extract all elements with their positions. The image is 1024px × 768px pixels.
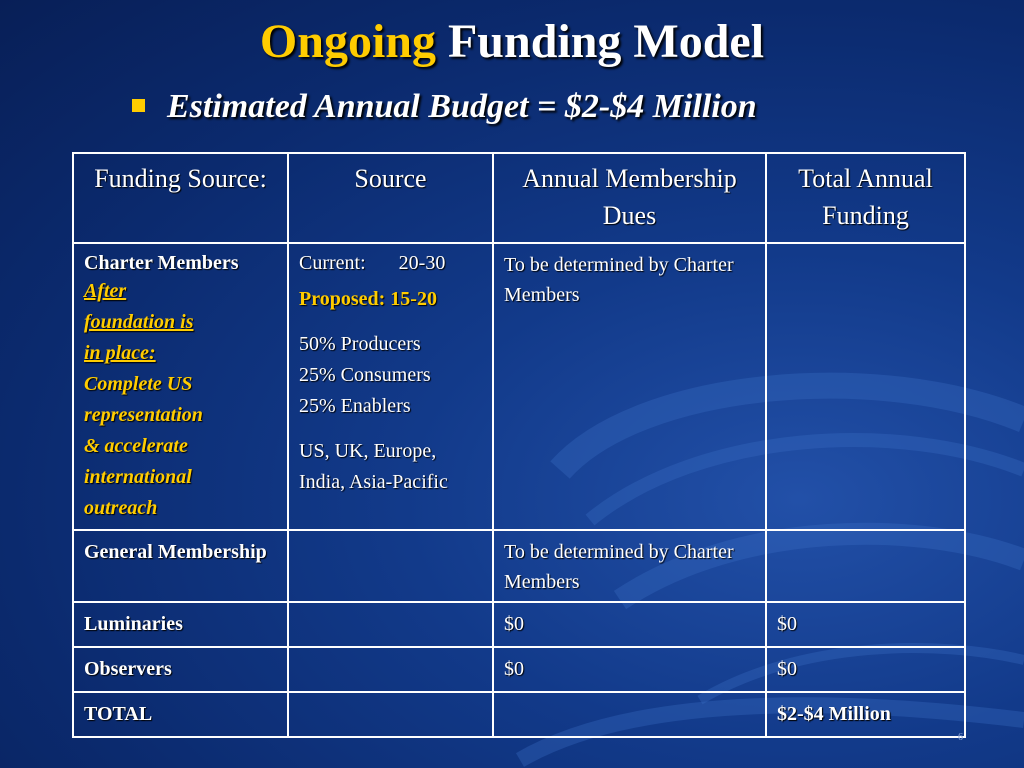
charter-regions-2: India, Asia-Pacific (299, 471, 448, 493)
charter-cell-total (766, 243, 965, 530)
header-annual-dues: Annual Membership Dues (493, 153, 766, 243)
total-dues (493, 692, 766, 737)
charter-after-3: in place: (84, 342, 156, 364)
charter-regions-1: US, UK, Europe, (299, 440, 437, 462)
charter-current-value: 20-30 (398, 252, 446, 274)
observers-dues: $0 (493, 647, 766, 692)
budget-text: Estimated Annual Budget = $2-$4 Million (167, 88, 757, 125)
luminaries-name: Luminaries (73, 602, 288, 647)
charter-mix-3: 25% Enablers (299, 395, 411, 417)
charter-goal-3: & accelerate (84, 435, 188, 457)
total-source (288, 692, 493, 737)
general-source (288, 530, 493, 602)
charter-cell-source (288, 243, 493, 530)
charter-goal-4: international (84, 466, 192, 488)
table-header-row (73, 153, 965, 243)
table-row-luminaries (73, 602, 965, 647)
table-row-observers (73, 647, 965, 692)
funding-table (72, 152, 966, 738)
table-row-general-membership (73, 530, 965, 602)
luminaries-source (288, 602, 493, 647)
general-name: General Membership (73, 530, 288, 602)
general-total (766, 530, 965, 602)
budget-bullet (132, 88, 757, 126)
header-total-funding: Total Annual Funding (766, 153, 965, 243)
header-source: Source (288, 153, 493, 243)
slide-title (0, 14, 1024, 69)
bullet-square-icon (132, 99, 145, 112)
charter-goal-2: representation (84, 404, 203, 426)
observers-source (288, 647, 493, 692)
charter-goal-5: outreach (84, 497, 158, 519)
charter-goal-1: Complete US (84, 373, 193, 395)
luminaries-dues: $0 (493, 602, 766, 647)
observers-name: Observers (73, 647, 288, 692)
charter-after-2: foundation is (84, 311, 194, 333)
charter-name: Charter Members (84, 252, 239, 274)
charter-mix-2: 25% Consumers (299, 364, 431, 386)
title-accent: Ongoing (259, 15, 436, 68)
observers-total: $0 (766, 647, 965, 692)
header-funding-source: Funding Source: (73, 153, 288, 243)
table-row-charter-members (73, 243, 965, 530)
charter-current-label: Current: (299, 252, 366, 274)
general-dues: To be determined by Charter Members (493, 530, 766, 602)
luminaries-total: $0 (766, 602, 965, 647)
total-name: TOTAL (73, 692, 288, 737)
table-row-total (73, 692, 965, 737)
charter-cell-dues: To be determined by Charter Members (493, 243, 766, 530)
title-rest: Funding Model (435, 15, 765, 68)
total-total: $2-$4 Million (766, 692, 965, 737)
charter-mix-1: 50% Producers (299, 333, 421, 355)
charter-current (299, 250, 482, 276)
charter-proposed: Proposed: 15-20 (299, 288, 437, 310)
page-number: 6 (958, 732, 963, 743)
charter-cell-name (73, 243, 288, 530)
charter-after-1: After (84, 280, 127, 302)
